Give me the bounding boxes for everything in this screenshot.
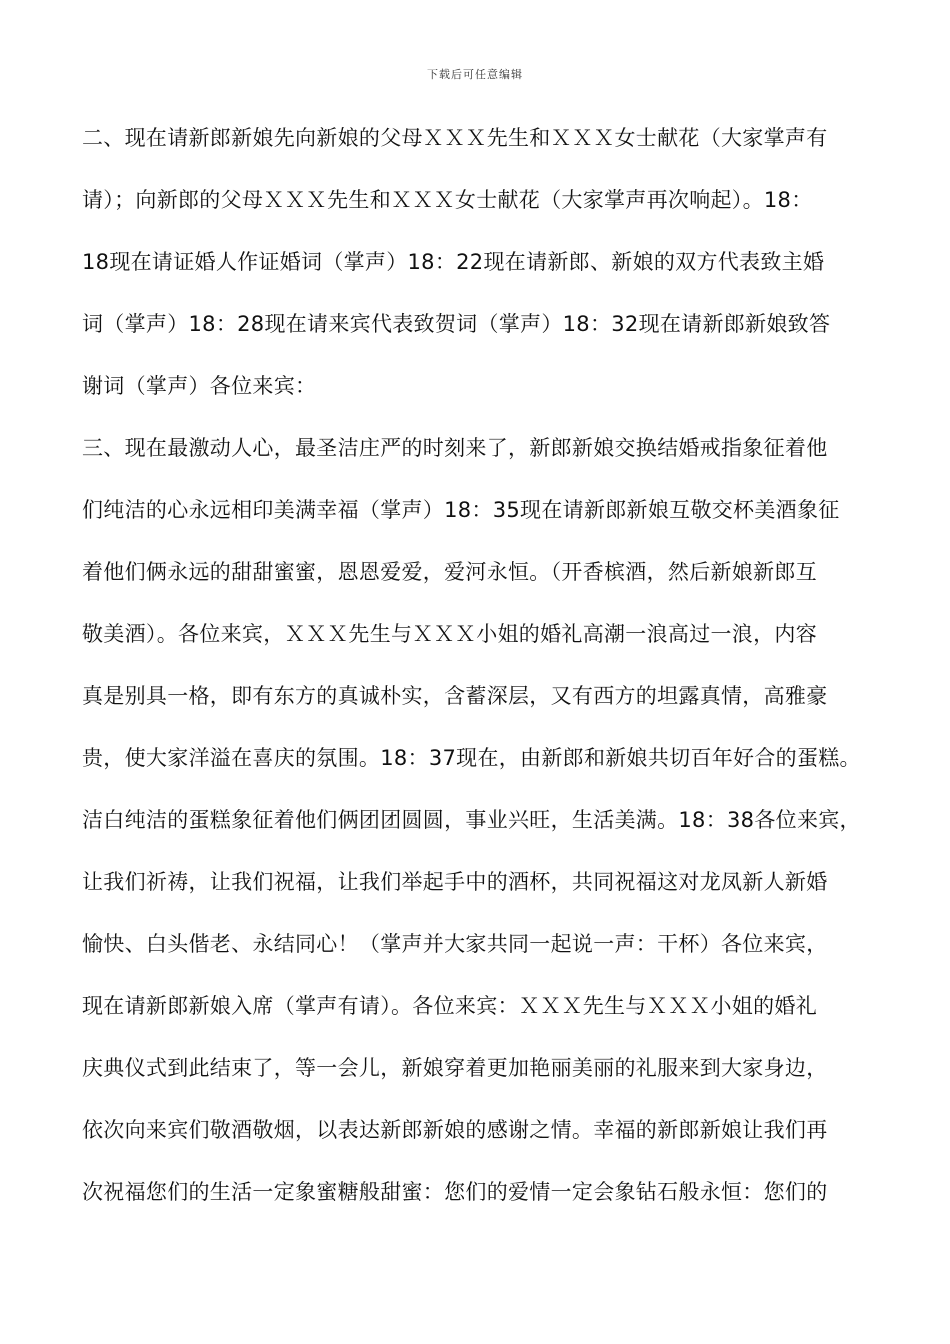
text-line: 让我们祈祷，让我们祝福，让我们举起手中的酒杯，共同祝福这对龙凤新人新婚 [82,870,828,894]
text-line: 敬美酒）。各位来宾，ＸＸＸ先生与ＸＸＸ小姐的婚礼高潮一浪高过一浪，内容 [82,622,817,646]
text-line: 三、现在最激动人心，最圣洁庄严的时刻来了，新郎新娘交换结婚戒指象征着他 [82,436,828,460]
text-line: 真是别具一格，即有东方的真诚朴实，含蓄深层，又有西方的坦露真情，高雅豪 [82,684,828,708]
text-line: 现在请新郎新娘入席（掌声有请）。各位来宾：ＸＸＸ先生与ＸＸＸ小姐的婚礼 [82,994,817,1018]
text-line: 18现在请证婚人作证婚词（掌声）18：22现在请新郎、新娘的双方代表致主婚 [82,250,825,274]
text-line: 洁白纯洁的蛋糕象征着他们俩团团圆圆，事业兴旺，生活美满。18：38各位来宾， [82,808,861,832]
text-line: 贵，使大家洋溢在喜庆的氛围。18：37现在，由新郎和新娘共切百年好合的蛋糕。 [82,746,861,770]
text-line: 二、现在请新郎新娘先向新娘的父母ＸＸＸ先生和ＸＸＸ女士献花（大家掌声有 [82,126,828,150]
document-body [82,116,882,1232]
header-note: 下载后可任意编辑 [427,68,523,81]
text-line: 谢词（掌声）各位来宾： [82,374,317,398]
text-line: 们纯洁的心永远相印美满幸福（掌声）18：35现在请新郎新娘互敬交杯美酒象征 [82,498,840,522]
text-line: 请）；向新郎的父母ＸＸＸ先生和ＸＸＸ女士献花（大家掌声再次响起）。18： [82,188,813,212]
text-line: 依次向来宾们敬酒敬烟，以表达新郎新娘的感谢之情。幸福的新郎新娘让我们再 [82,1118,828,1142]
text-line: 愉快、白头偕老、永结同心！（掌声并大家共同一起说一声：干杯）各位来宾， [82,932,828,956]
text-line: 庆典仪式到此结束了，等一会儿，新娘穿着更加艳丽美丽的礼服来到大家身边， [82,1056,828,1080]
text-line: 着他们俩永远的甜甜蜜蜜，恩恩爱爱，爱河永恒。（开香槟酒，然后新娘新郎互 [82,560,817,584]
text-line: 词（掌声）18：28现在请来宾代表致贺词（掌声）18：32现在请新郎新娘致答 [82,312,831,336]
text-line: 次祝福您们的生活一定象蜜糖般甜蜜：您们的爱情一定会象钻石般永恒：您们的 [82,1180,828,1204]
